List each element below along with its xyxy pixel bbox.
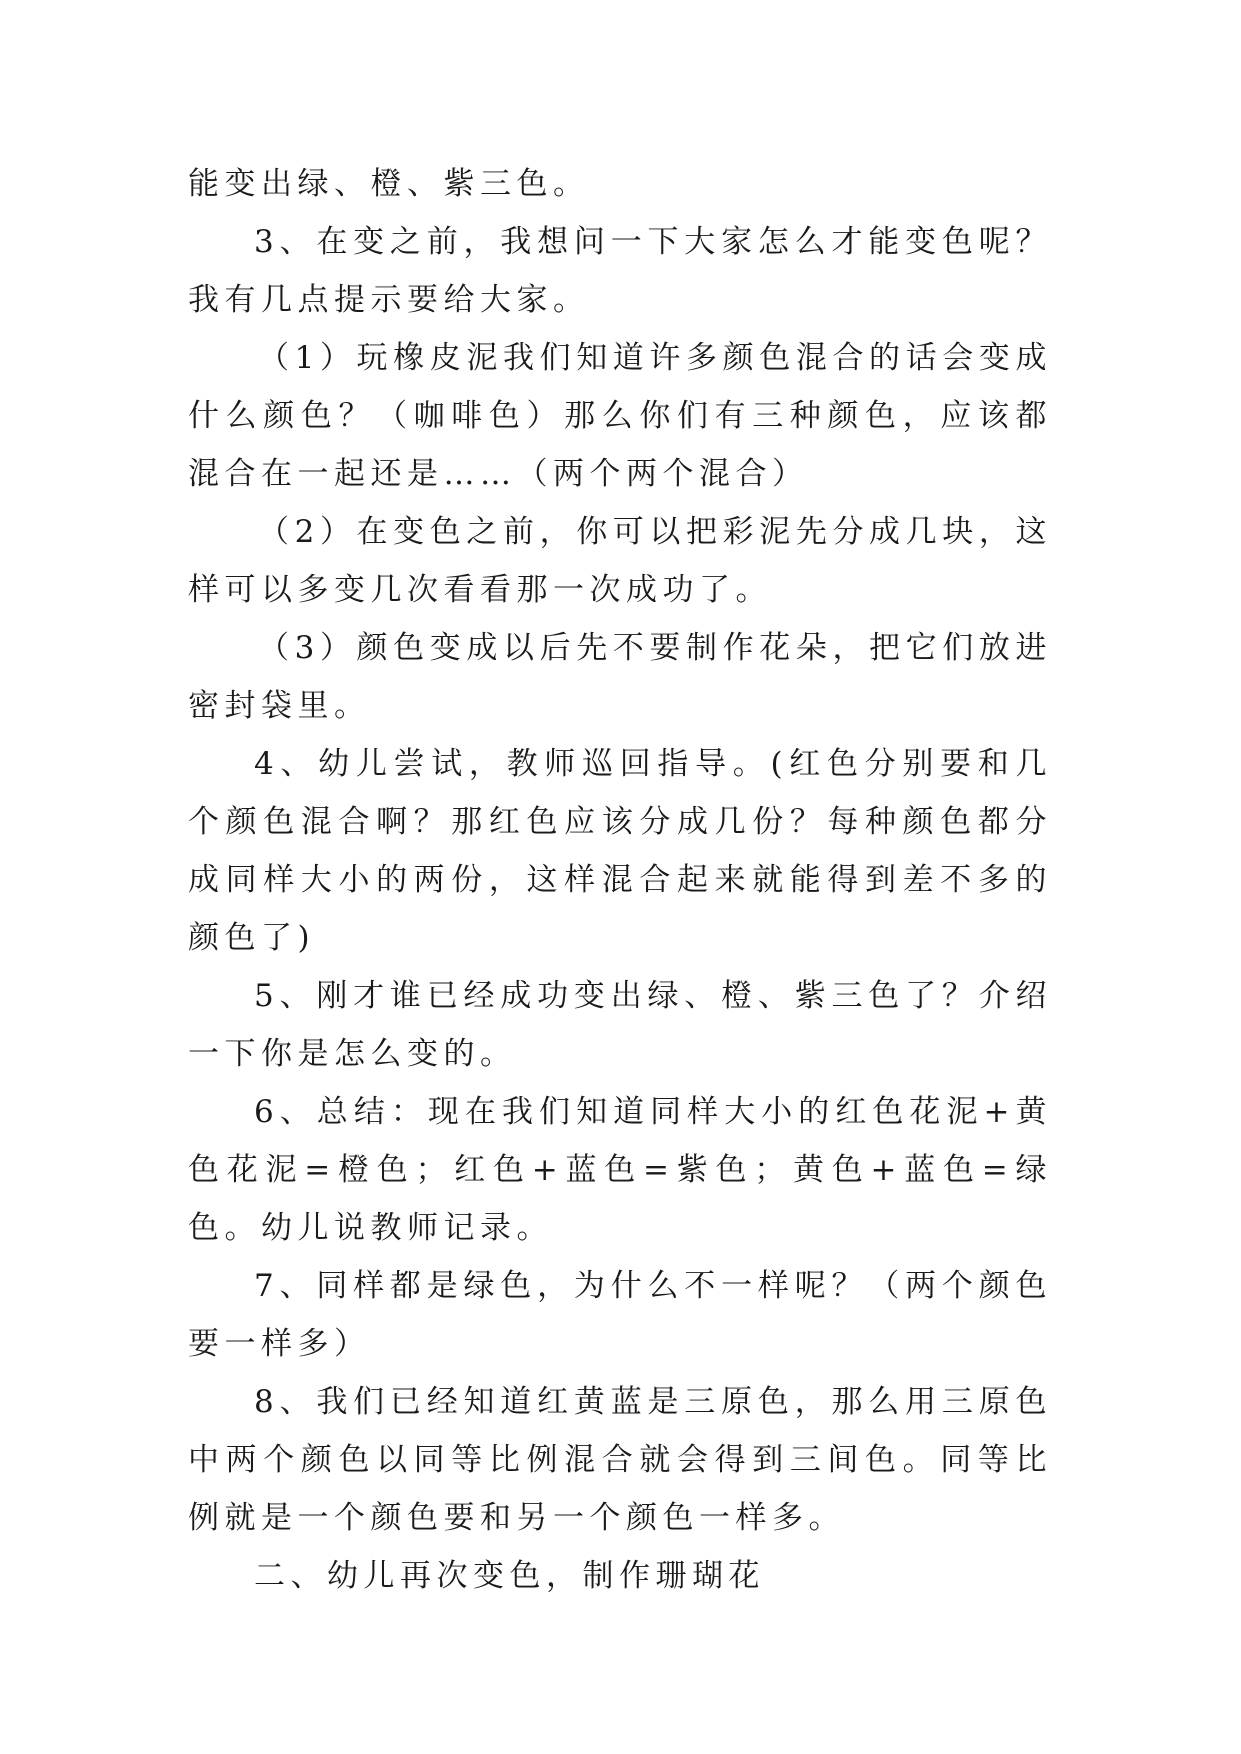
paragraph-hint-1: （1）玩橡皮泥我们知道许多颜色混合的话会变成什么颜色？（咖啡色）那么你们有三种颜色，应该都混合在一起还是……（两个两个混合） [188,340,1052,492]
section-heading-2: 二、幼儿再次变色，制作珊瑚花 [254,1558,765,1594]
paragraph-step-5: 5、刚才谁已经成功变出绿、橙、紫三色了？介绍一下你是怎么变的。 [188,978,1052,1072]
paragraph-step-6: 6、总结：现在我们知道同样大小的红色花泥+黄色花泥=橙色；红色+蓝色=紫色；黄色+蓝色=绿色。幼儿说教师记录。 [188,1094,1052,1246]
paragraph-step-3: 3、在变之前，我想问一下大家怎么才能变色呢？我有几点提示要给大家。 [188,224,1052,318]
paragraph-step-7: 7、同样都是绿色，为什么不一样呢？（两个颜色要一样多） [188,1268,1052,1362]
paragraph-hint-2: （2）在变色之前，你可以把彩泥先分成几块，这样可以多变几次看看那一次成功了。 [188,514,1052,608]
paragraph-step-4: 4、幼儿尝试，教师巡回指导。(红色分别要和几个颜色混合啊？那红色应该分成几份？每种颜色都分成同样大小的两份，这样混合起来就能得到差不多的颜色了) [188,746,1052,956]
document-body [188,155,1052,1605]
paragraph-continuation: 能变出绿、橙、紫三色。 [188,166,590,202]
paragraph-step-8: 8、我们已经知道红黄蓝是三原色，那么用三原色中两个颜色以同等比例混合就会得到三间色。同等比例就是一个颜色要和另一个颜色一样多。 [188,1384,1052,1536]
paragraph-hint-3: （3）颜色变成以后先不要制作花朵，把它们放进密封袋里。 [188,630,1052,724]
